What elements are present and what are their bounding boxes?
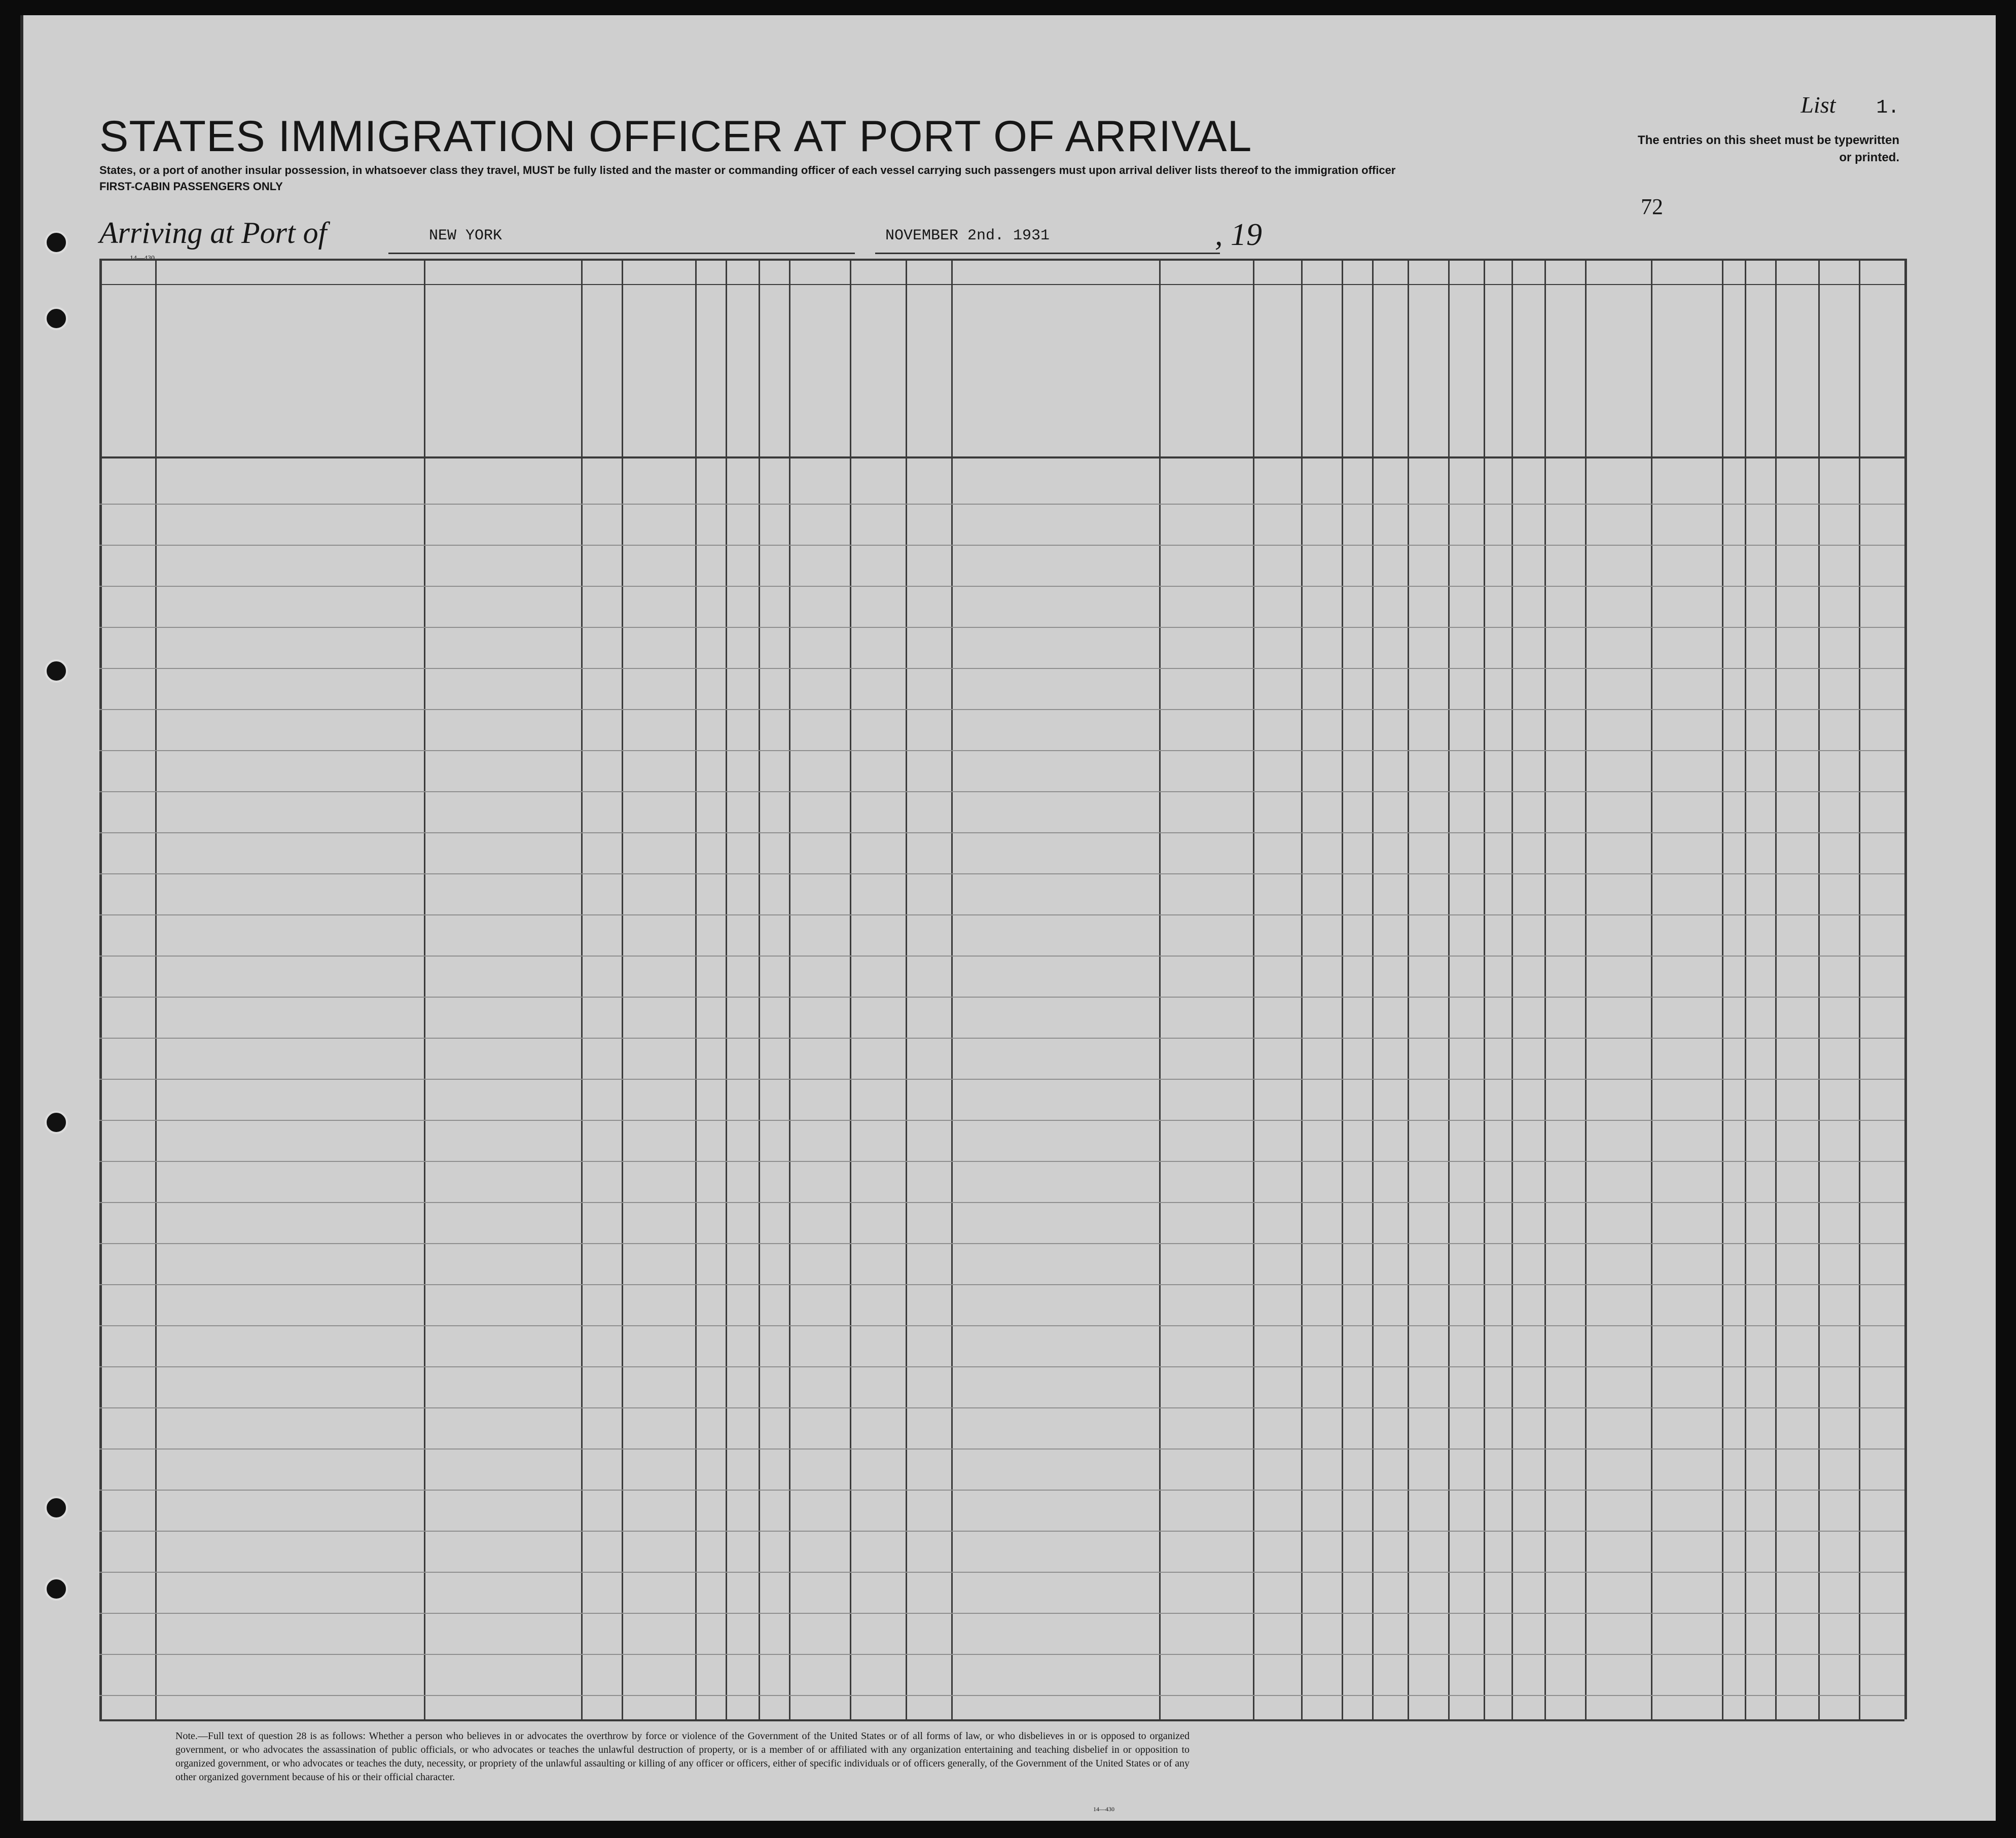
column-rule <box>1301 259 1303 1719</box>
manifest-sheet <box>20 15 1996 1821</box>
column-rule <box>1745 259 1746 1719</box>
header-anarchist <box>1375 314 1410 451</box>
column-rule <box>581 259 583 1719</box>
port-underline <box>388 253 855 254</box>
row-rule <box>99 1161 1904 1162</box>
column-rule <box>1511 259 1513 1719</box>
column-rule <box>1408 259 1409 1719</box>
header-bottom-rule <box>99 456 1904 458</box>
port-value: NEW YORK <box>429 227 502 244</box>
row-rule <box>99 956 1904 957</box>
row-rule <box>99 1490 1904 1491</box>
column-rule <box>906 259 907 1719</box>
binder-hole <box>45 659 68 683</box>
column-rule <box>789 259 790 1719</box>
row-rule <box>99 504 1904 505</box>
row-rule <box>99 709 1904 710</box>
header-overthrow <box>1410 314 1446 451</box>
column-rule <box>1904 259 1907 1719</box>
row-rule <box>99 627 1904 628</box>
year-prefix: , 19 <box>1215 218 1262 252</box>
column-rule <box>1544 259 1546 1719</box>
binder-hole <box>45 1496 68 1519</box>
row-rule <box>99 668 1904 669</box>
row-rule <box>99 997 1904 998</box>
date-value: NOVEMBER 2nd. 1931 <box>885 227 1050 244</box>
column-rule <box>99 259 102 1719</box>
row-rule <box>99 791 1904 792</box>
column-rule <box>1775 259 1777 1719</box>
row-rule <box>99 1572 1904 1573</box>
row-rule <box>99 1613 1904 1614</box>
binder-hole <box>45 1111 68 1134</box>
row-rule <box>99 1695 1904 1696</box>
column-rule <box>1372 259 1374 1719</box>
column-rule <box>1651 259 1652 1719</box>
row-rule <box>99 1366 1904 1367</box>
binder-hole <box>45 231 68 254</box>
row-rule <box>99 1202 1904 1203</box>
header-deported <box>1514 314 1550 451</box>
row-rule <box>99 1038 1904 1039</box>
header-labor-offer <box>1451 314 1486 451</box>
row-rule <box>99 1325 1904 1326</box>
column-rule <box>1585 259 1587 1719</box>
row-rule <box>99 586 1904 587</box>
column-rule <box>1722 259 1723 1719</box>
row-rule <box>99 873 1904 874</box>
row-rule <box>99 1120 1904 1121</box>
column-rule <box>1342 259 1343 1719</box>
column-rule <box>1818 259 1820 1719</box>
row-rule <box>99 750 1904 751</box>
column-rule <box>155 259 157 1719</box>
arriving-label: Arriving at Port of <box>99 216 327 250</box>
footer-form-code: 14—430 <box>1093 1806 1114 1813</box>
row-rule <box>99 1284 1904 1285</box>
column-rule <box>850 259 851 1719</box>
row-rule <box>99 1407 1904 1408</box>
column-rule <box>1159 259 1161 1719</box>
row-rule <box>99 1654 1904 1655</box>
header-rule <box>99 284 1904 285</box>
column-rule <box>1253 259 1254 1719</box>
binder-hole <box>45 307 68 330</box>
column-rule <box>1484 259 1485 1719</box>
header-prison <box>1304 314 1339 451</box>
row-rule <box>99 545 1904 546</box>
row-rule <box>99 1448 1904 1450</box>
column-rule <box>726 259 727 1719</box>
typewriter-note: The entries on this sheet must be typewritten or printed. <box>1637 133 1899 164</box>
column-rule <box>1859 259 1860 1719</box>
page-stamp-number: 72 <box>1641 194 1663 219</box>
table-bottom-rule <box>99 1719 1904 1721</box>
list-number: List 1. <box>1801 92 1899 119</box>
column-rule <box>695 259 697 1719</box>
page-title: STATES IMMIGRATION OFFICER AT PORT OF ARRIVAL <box>99 112 1252 161</box>
table-top-rule <box>99 259 1904 261</box>
date-underline <box>875 253 1220 254</box>
row-rule <box>99 1531 1904 1532</box>
header-purpose-length <box>1205 314 1240 451</box>
row-rule <box>99 914 1904 915</box>
column-rule <box>759 259 760 1719</box>
instructions: States, or a port of another insular possession, in whatsoever class they travel, MUST be fully listed and the master or commanding officer of each vessel carrying such passengers must upon arrival deliver lists thereof to the immigration officer FIRST-CABIN PASSENGERS ONLY <box>99 164 1396 193</box>
footnote: Note.—Full text of question 28 is as follows: Whether a person who believes in or advocates the overthrow by force or violence of the Government of the United States or of all forms of law, or who disbelieves in or is opposed to organized government, or who advocates the assassination of public officials, or who advocates or teaches the unlawful destruction of property, or is a member of or affiliated with any organization entertaining and teaching disbelief in or opposition to organized government, or who advocates or teaches the duty, necessity, or propriety of the unlawful assaulting or killing of any officer or officers, either of specific individuals or of officers generally, of the Government of the United States or of any other organized government because of his or their official character. <box>175 1730 1190 1783</box>
binder-hole <box>45 1577 68 1601</box>
row-rule <box>99 832 1904 833</box>
row-rule <box>99 1243 1904 1244</box>
column-rule <box>622 259 623 1719</box>
header-ticket <box>584 314 619 451</box>
header-purpose-return <box>1164 314 1200 451</box>
row-rule <box>99 1079 1904 1080</box>
column-rule <box>424 259 425 1719</box>
header-purpose-citizen <box>1255 314 1291 451</box>
header-possession-50 <box>698 314 733 451</box>
column-rule <box>951 259 953 1719</box>
column-rule <box>1448 259 1450 1719</box>
